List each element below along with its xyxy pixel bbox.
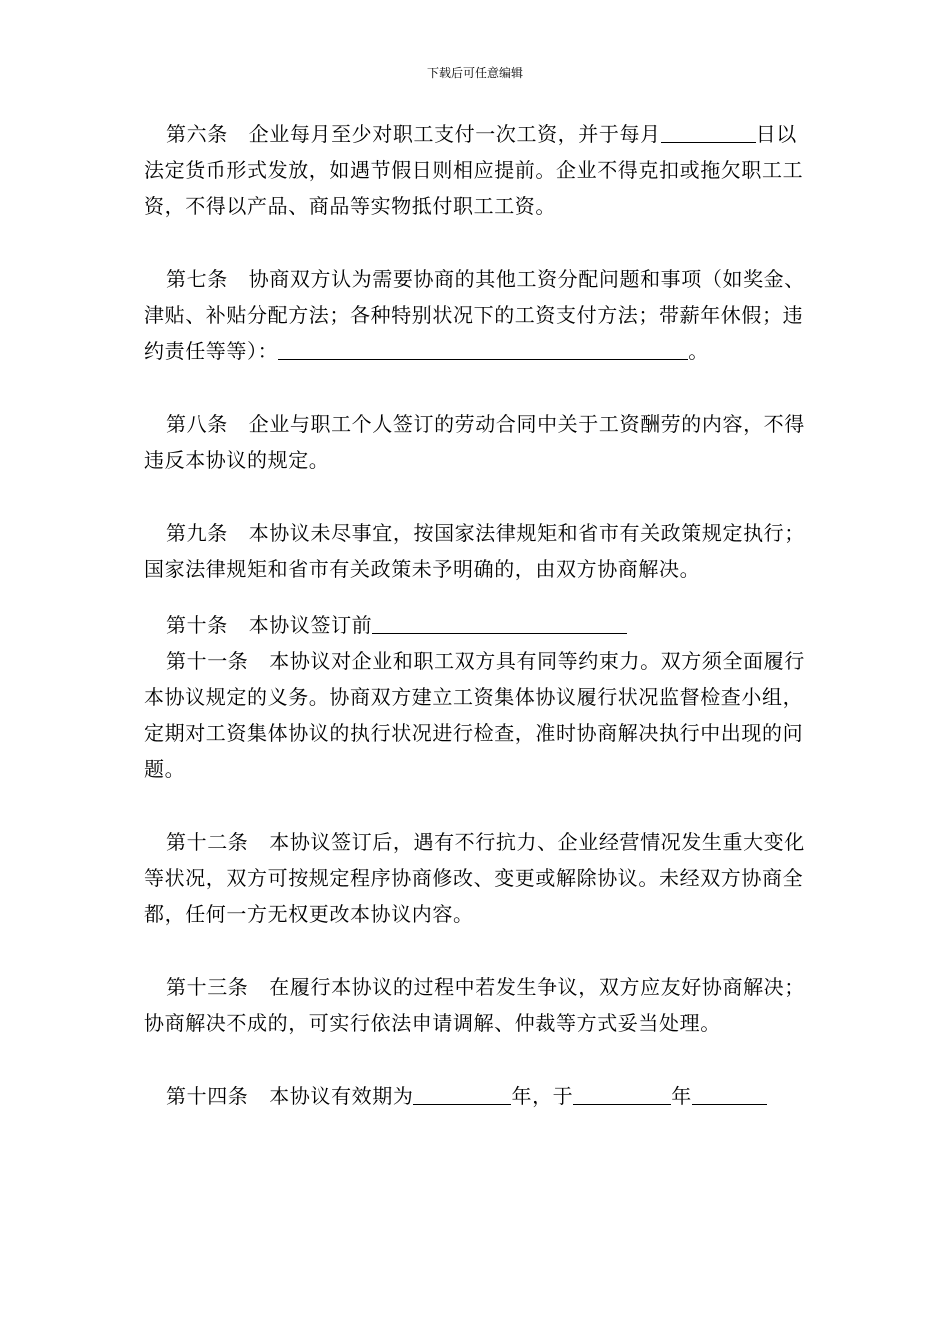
- blank-start-month-field[interactable]: [692, 1082, 767, 1105]
- article-10: [144, 607, 810, 643]
- article-text: 企业每月至少对职工支付一次工资，并于每月: [248, 122, 661, 146]
- article-13: [144, 969, 810, 1041]
- article-text: 协商双方认为需要协商的其他工资分配问题和事项（如奖金、津贴、补贴分配方法；各种特别状况下的工资支付方法；带薪年休假；违约责任等等）：: [144, 267, 805, 363]
- article-text: 本协议有效期为: [269, 1084, 414, 1108]
- article-text: 本协议签订前: [248, 613, 373, 637]
- blank-start-year-field[interactable]: [573, 1082, 671, 1105]
- article-text: 年，于: [511, 1084, 574, 1108]
- article-title: 第十二条: [166, 830, 249, 854]
- article-text: 年: [671, 1084, 692, 1108]
- article-title: 第十三条: [166, 975, 249, 999]
- article-title: 第六条: [166, 122, 228, 146]
- article-text: 在履行本协议的过程中若发生争议，双方应友好协商解决；协商解决不成的，可实行依法申请调解、仲裁等方式妥当处理。: [144, 975, 805, 1035]
- article-text: 日以法定货币形式发放，如遇节假日则相应提前。企业不得克扣或拖欠职工工资，不得以产品、商品等实物抵付职工工资。: [144, 122, 804, 218]
- article-14: [144, 1078, 810, 1114]
- document-body: [144, 116, 810, 1114]
- blank-before-signing-field[interactable]: [372, 611, 627, 634]
- article-title: 第九条: [166, 521, 228, 545]
- article-11: [144, 643, 810, 787]
- article-title: 第十条: [166, 613, 228, 637]
- article-7: [144, 261, 810, 369]
- article-title: 第七条: [166, 267, 228, 291]
- blank-other-matters-field[interactable]: [278, 337, 643, 360]
- article-text: 。: [688, 339, 709, 363]
- article-12: [144, 824, 810, 932]
- article-title: 第十四条: [166, 1084, 249, 1108]
- article-8: [144, 406, 810, 478]
- page-header: 下载后可任意编辑: [426, 66, 523, 80]
- article-text: 本协议签订后，遇有不行抗力、企业经营情况发生重大变化等状况，双方可按规定程序协商修改、变更或解除协议。未经双方协商全都，任何一方无权更改本协议内容。: [144, 830, 805, 926]
- blank-other-matters-field-cont[interactable]: [643, 337, 688, 360]
- article-9: [144, 515, 810, 587]
- blank-day-field[interactable]: [661, 120, 756, 143]
- article-text: 企业与职工个人签订的劳动合同中关于工资酬劳的内容，不得违反本协议的规定。: [144, 412, 805, 472]
- article-text: 本协议未尽事宜，按国家法律规矩和省市有关政策规定执行；国家法律规矩和省市有关政策未予明确的，由双方协商解决。: [144, 521, 805, 581]
- article-6: [144, 116, 810, 224]
- article-text: 本协议对企业和职工双方具有同等约束力。双方须全面履行本协议规定的义务。协商双方建立工资集体协议履行状况监督检查小组，定期对工资集体协议的执行状况进行检查，准时协商解决执行中出现的问题。: [144, 649, 805, 781]
- article-title: 第八条: [166, 412, 228, 436]
- blank-term-years-field[interactable]: [413, 1082, 511, 1105]
- article-title: 第十一条: [166, 649, 249, 673]
